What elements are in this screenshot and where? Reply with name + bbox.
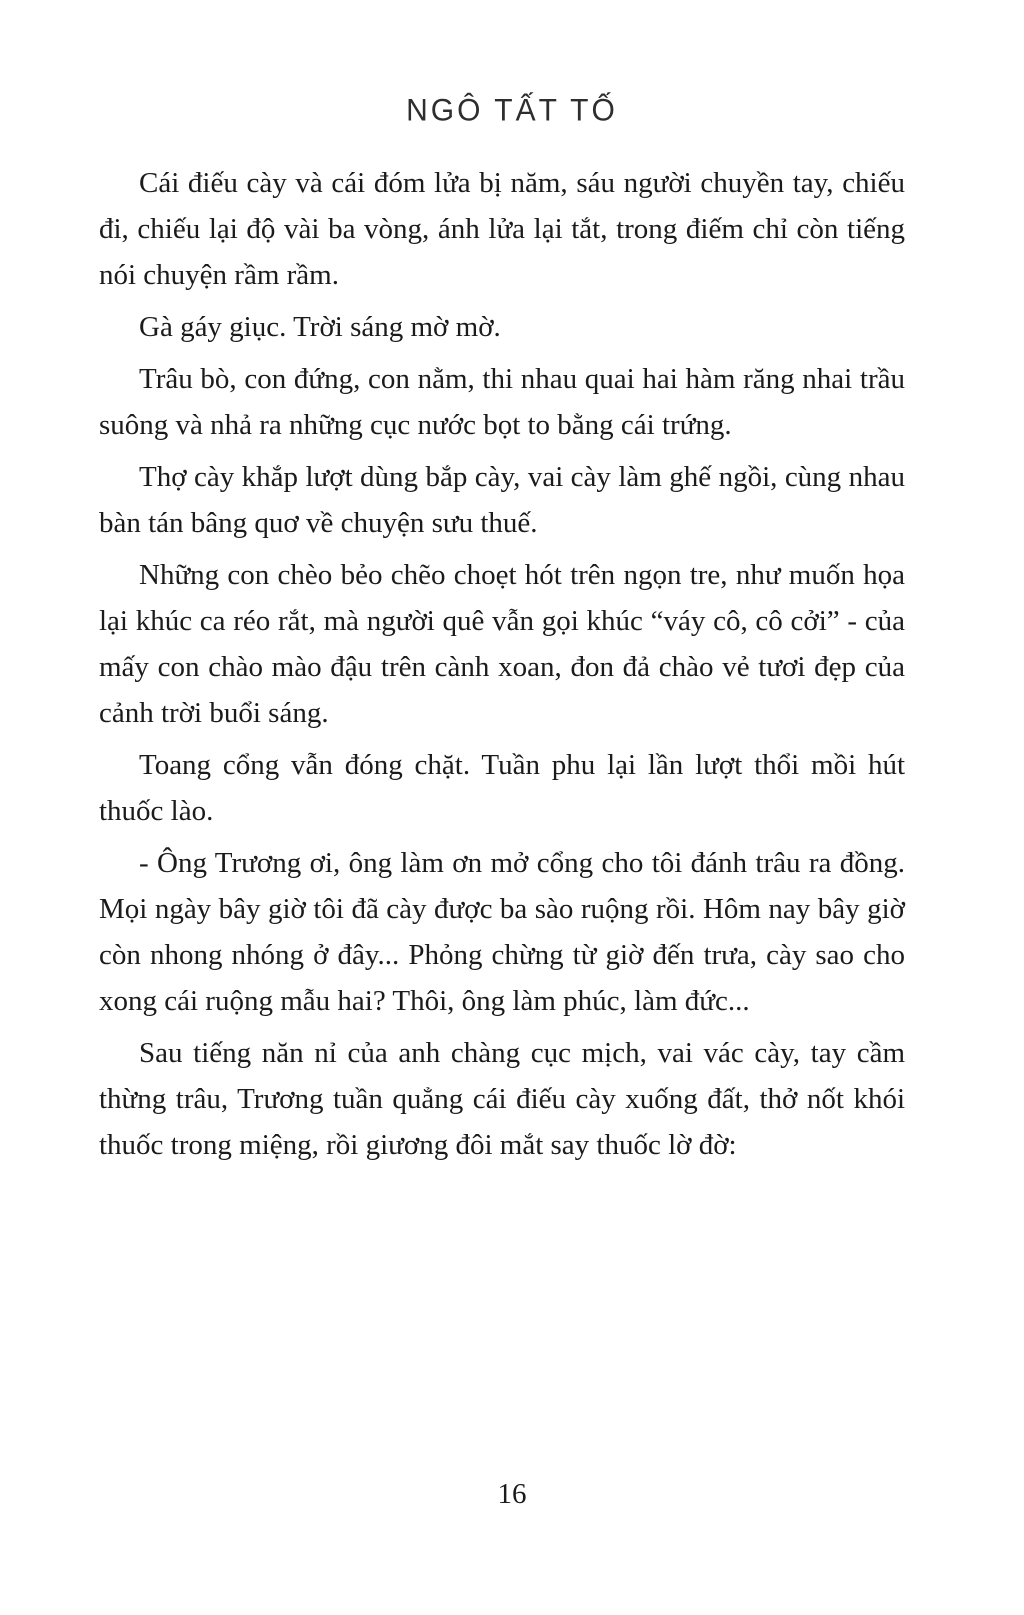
page-number: 16 xyxy=(497,1478,527,1510)
paragraph: Gà gáy giục. Trời sáng mờ mờ. xyxy=(139,311,501,343)
paragraph: Những con chèo bẻo chẽo choẹt hót trên ngọn tre, như muốn họa lại khúc ca réo rắt, mà người quê vẫn gọi khúc “váy cô, cô cởi” - của mấy con chào mào đậu trên cành xoan, đon đả chào vẻ tươi đẹp của cảnh trời buổi sáng. xyxy=(99,559,905,729)
paragraph: - Ông Trương ơi, ông làm ơn mở cổng cho tôi đánh trâu ra đồng. Mọi ngày bây giờ tôi đã cày được ba sào ruộng rồi. Hôm nay bây giờ còn nhong nhóng ở đây... Phỏng chừng từ giờ đến trưa, cày sao cho xong cái ruộng mẫu hai? Thôi, ông làm phúc, làm đức... xyxy=(99,847,905,1017)
paragraph: Cái điếu cày và cái đóm lửa bị năm, sáu người chuyền tay, chiếu đi, chiếu lại độ vài ba vòng, ánh lửa lại tắt, trong điếm chỉ còn tiếng nói chuyện rầm rầm. xyxy=(99,167,905,291)
paragraph: Toang cổng vẫn đóng chặt. Tuần phu lại lần lượt thổi mồi hút thuốc lào. xyxy=(99,749,905,827)
paragraph: Thợ cày khắp lượt dùng bắp cày, vai cày làm ghế ngồi, cùng nhau bàn tán bâng quơ về chuyện sưu thuế. xyxy=(99,461,905,539)
paragraph: Trâu bò, con đứng, con nằm, thi nhau quai hai hàm răng nhai trầu suông và nhả ra những cục nước bọt to bằng cái trứng. xyxy=(99,363,905,441)
body-text xyxy=(99,160,905,1174)
running-header-author: NGÔ TẤT TỐ xyxy=(406,93,618,128)
paragraph: Sau tiếng năn nỉ của anh chàng cục mịch, vai vác cày, tay cầm thừng trâu, Trương tuần quẳng cái điếu cày xuống đất, thở nốt khói thuốc trong miệng, rồi giương đôi mắt say thuốc lờ đờ: xyxy=(99,1037,905,1161)
